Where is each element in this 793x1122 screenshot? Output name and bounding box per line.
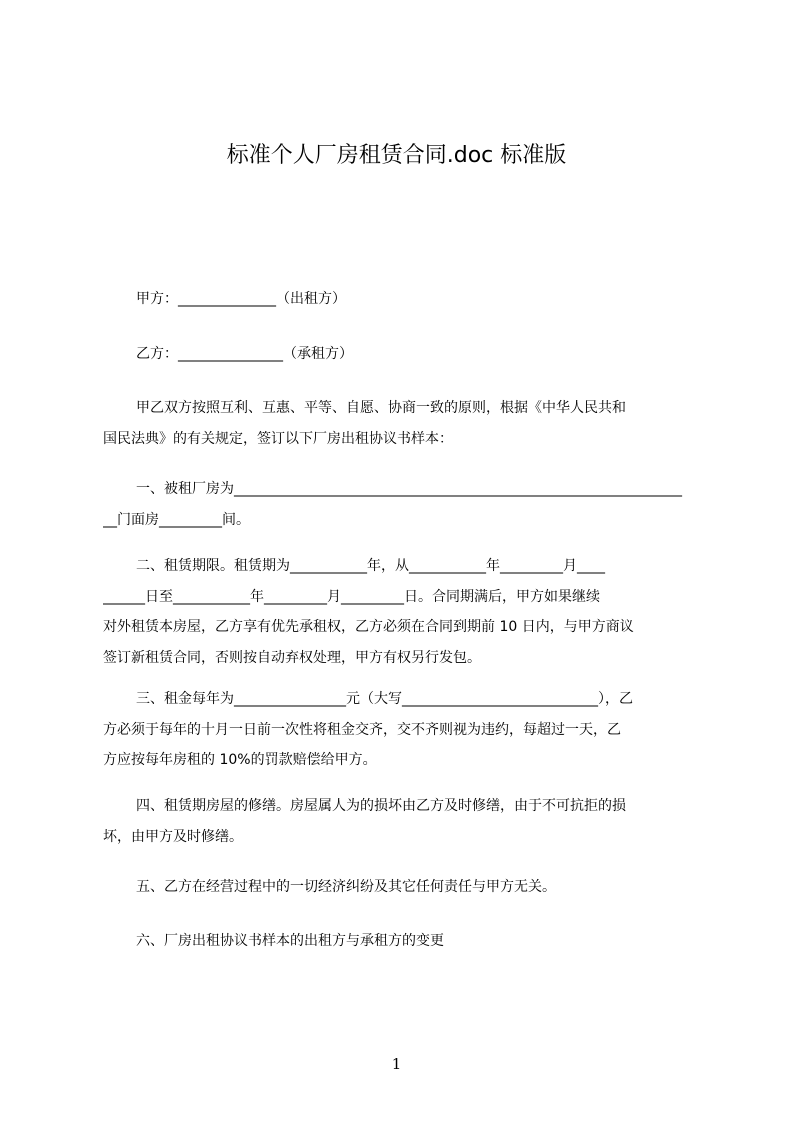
paragraph-line: 乙方：_______________（承租方） [136,346,353,362]
party-b-line [103,339,701,370]
paragraph-line: 一、被租厂房为________________________________________________________________ [136,481,682,497]
paragraph-line: __门面房_________间。 [103,511,250,528]
paragraph-line: 甲方：______________（出租方） [136,291,346,307]
document-title: 标准个人厂房租赁合同.doc 标准版 [226,143,567,168]
paragraph-line: 国民法典》的有关规定，签订以下厂房出租协议书样本： [103,430,453,447]
clause-1-premises [103,474,701,535]
paragraph-line: 方应按每年房租的 10%的罚款赔偿给甲方。 [103,752,377,768]
page-number: 1 [391,1055,402,1073]
preamble-paragraph [103,393,701,454]
paragraph-line: 签订新租赁合同，否则按自动弃权处理，甲方有权另行发包。 [103,649,481,666]
clause-4-repairs [103,791,701,852]
paragraph-line: ______日至___________年_________月_________日。合同期满后，甲方如果继续 [103,588,600,605]
paragraph-line: 方必须于每年的十月一日前一次性将租金交齐，交不齐则视为违约，每超过一天，乙 [103,721,621,738]
paragraph-line: 二、租赁期限。租赁期为___________年，从___________年_________月____ [136,558,605,574]
paragraph-line: 甲乙双方按照互利、互惠、平等、自愿、协商一致的原则，根据《中华人民共和 [136,400,626,416]
party-a-line [103,284,701,315]
paragraph-line: 对外租赁本房屋，乙方享有优先承租权，乙方必须在合同到期前 10 日内，与甲方商议 [103,619,634,635]
clause-2-lease-term [103,551,701,673]
clause-6-party-change [103,926,701,957]
clause-3-rent [103,684,701,776]
paragraph-line: 三、租金每年为________________元（大写____________________________），乙 [136,691,633,707]
paragraph-line: 五、乙方在经营过程中的一切经济纠纷及其它任何责任与甲方无关。 [136,879,556,895]
clause-5-liability [103,872,701,903]
paragraph-line: 六、厂房出租协议书样本的出租方与承租方的变更 [136,933,444,949]
paragraph-line: 坏，由甲方及时修缮。 [103,828,243,845]
paragraph-line: 四、租赁期房屋的修缮。房屋属人为的损坏由乙方及时修缮，由于不可抗拒的损 [136,798,626,814]
